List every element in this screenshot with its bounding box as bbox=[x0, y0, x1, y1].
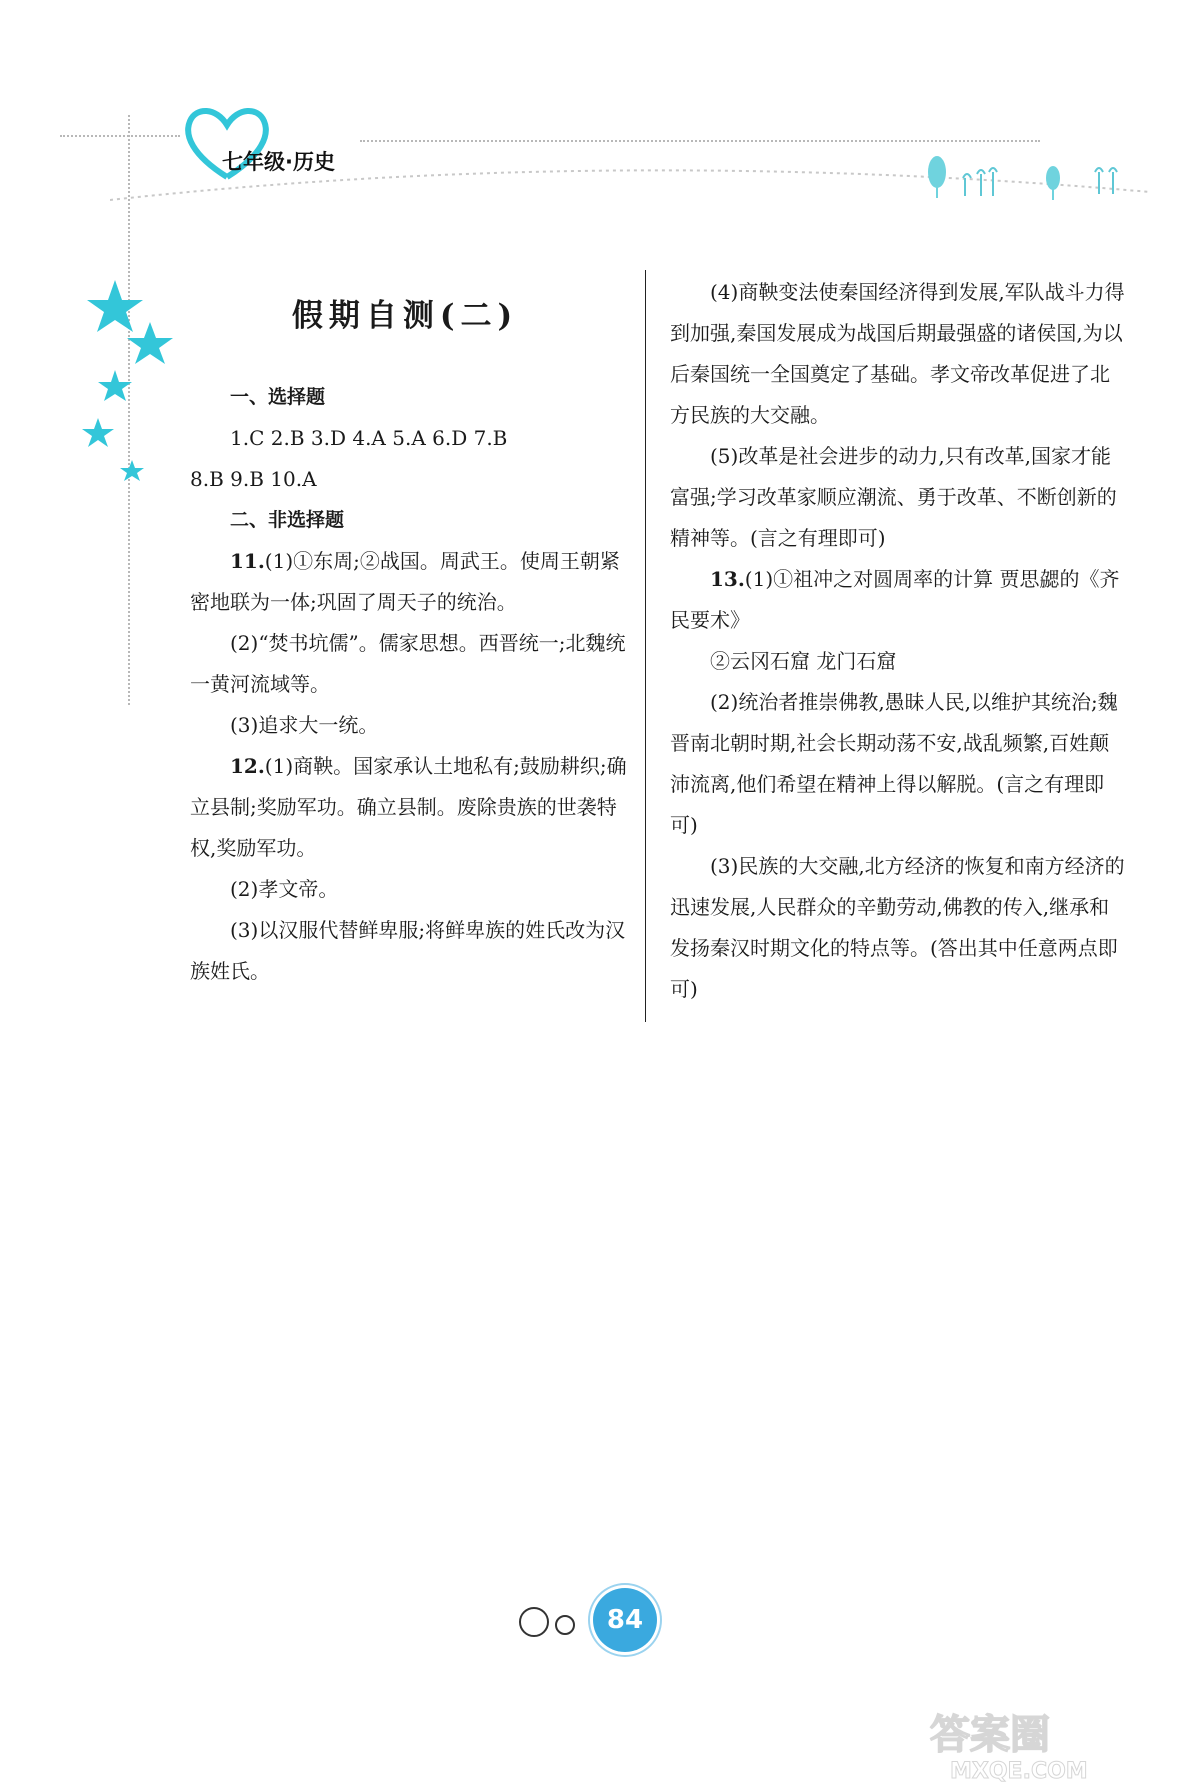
answer-paragraph bbox=[190, 541, 630, 623]
star-icon bbox=[127, 322, 173, 364]
answer-paragraph: (3)民族的大交融,北方经济的恢复和南方经济的迅速发展,人民群众的辛勤劳动,佛教的传入,继承和发扬秦汉时期文化的特点等。(答出其中任意两点即可) bbox=[670, 854, 1125, 1001]
column-divider bbox=[645, 270, 646, 1022]
circle-decoration bbox=[555, 1615, 575, 1635]
svg-text:答案圈: 答案圈 bbox=[930, 1712, 1050, 1758]
star-icon bbox=[82, 418, 114, 447]
answer-text: (1)商鞅。国家承认土地私有;鼓励耕织;确立县制;奖励军功。确立县制。废除贵族的世袭特权,奖励军功。 bbox=[190, 754, 627, 860]
page-footer bbox=[515, 1585, 665, 1655]
circle-decoration bbox=[519, 1607, 549, 1637]
answer-paragraph: (4)商鞅变法使秦国经济得到发展,军队战斗力得到加强,秦国发展成为战国后期最强盛的诸侯国,为以后秦国统一全国奠定了基础。孝文帝改革促进了北方民族的大交融。 bbox=[670, 280, 1125, 427]
star-icon bbox=[98, 370, 132, 401]
question-number: 13. bbox=[710, 567, 745, 591]
section-heading: 一、选择题 bbox=[230, 386, 326, 408]
answer-paragraph: (2)“焚书坑儒”。儒家思想。西晋统一;北魏统一黄河流域等。 bbox=[190, 631, 626, 696]
flower-icon bbox=[925, 150, 1145, 210]
watermark-logo bbox=[920, 1700, 1170, 1785]
right-column bbox=[670, 272, 1125, 1010]
choice-answers: 8.B 9.B 10.A bbox=[190, 467, 317, 491]
answer-paragraph: (2)孝文帝。 bbox=[230, 877, 339, 901]
question-number: 11. bbox=[230, 549, 265, 573]
answer-text: (1)①东周;②战国。周武王。使周王朝紧密地联为一体;巩固了周天子的统治。 bbox=[190, 549, 620, 614]
left-column bbox=[190, 377, 630, 992]
star-decoration bbox=[80, 280, 190, 560]
answer-paragraph: ②云冈石窟 龙门石窟 bbox=[710, 649, 897, 673]
header-title: 七年级·历史 bbox=[222, 150, 335, 174]
choice-answers: 1.C 2.B 3.D 4.A 5.A 6.D 7.B bbox=[230, 426, 508, 450]
svg-text:MXQE.COM: MXQE.COM bbox=[950, 1759, 1088, 1784]
star-icon bbox=[87, 280, 143, 332]
answer-paragraph: (5)改革是社会进步的动力,只有改革,国家才能富强;学习改革家顺应潮流、勇于改革、不断创新的精神等。(言之有理即可) bbox=[670, 444, 1117, 550]
answer-paragraph: (3)追求大一统。 bbox=[230, 713, 379, 737]
answer-paragraph: (3)以汉服代替鲜卑服;将鲜卑族的姓氏改为汉族姓氏。 bbox=[190, 918, 626, 983]
answer-paragraph bbox=[670, 559, 1125, 641]
question-number: 12. bbox=[230, 754, 265, 778]
page-number: 84 bbox=[593, 1588, 657, 1652]
answer-paragraph bbox=[190, 746, 630, 869]
answer-paragraph: (2)统治者推崇佛教,愚昧人民,以维护其统治;魏晋南北朝时期,社会长期动荡不安,战乱频繁,百姓颠沛流离,他们希望在精神上得以解脱。(言之有理即可) bbox=[670, 690, 1118, 837]
header-dotted-line bbox=[360, 140, 1040, 142]
star-icon bbox=[120, 460, 144, 481]
page-title: 假期自测(二) bbox=[291, 298, 519, 334]
tree-icon bbox=[1046, 166, 1060, 190]
answer-text: (1)①祖冲之对圆周率的计算 贾思勰的《齐民要术》 bbox=[670, 567, 1120, 632]
header-dotted-line bbox=[60, 135, 180, 137]
page-header bbox=[0, 0, 1182, 230]
section-heading: 二、非选择题 bbox=[230, 509, 345, 531]
